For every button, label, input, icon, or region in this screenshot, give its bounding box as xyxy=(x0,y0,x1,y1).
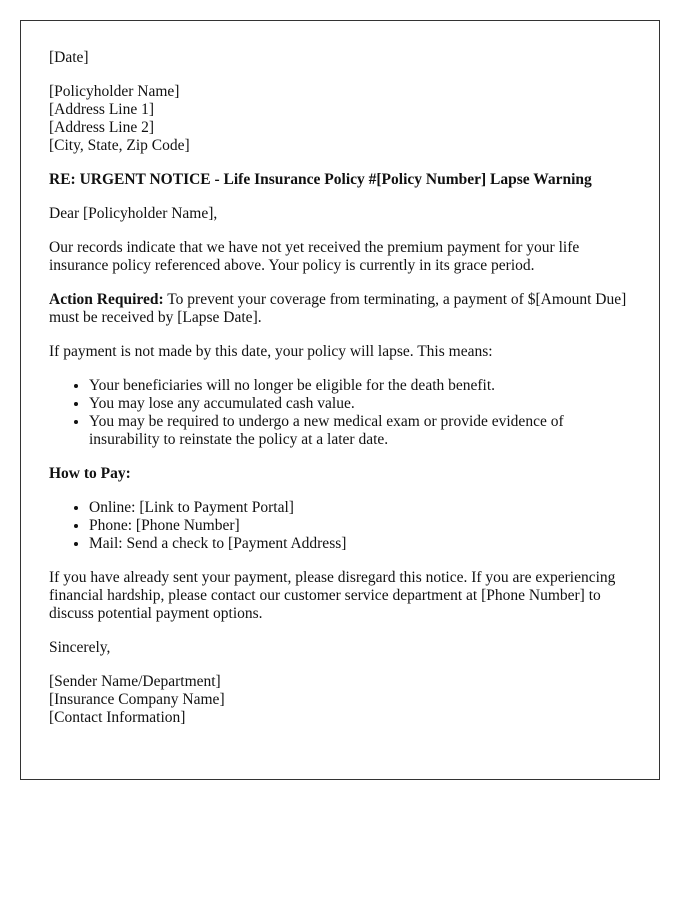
intro-paragraph: Our records indicate that we have not yet received the premium payment for your life insurance policy referenced above. Your policy is currently in its grace period. xyxy=(49,239,580,274)
how-to-pay-label: How to Pay: xyxy=(49,465,131,482)
signature-block xyxy=(49,673,631,727)
contact-info: [Contact Information] xyxy=(49,709,186,726)
closing-paragraph: If you have already sent your payment, please disregard this notice. If you are experiencing financial hardship, please contact our customer service department at [Phone Number] to discuss potential payment options. xyxy=(49,569,616,622)
sign-off: Sincerely, xyxy=(49,639,111,656)
action-required-label: Action Required: xyxy=(49,291,164,308)
payment-method-online: • Online: [Link to Payment Portal] xyxy=(89,499,631,517)
payment-method-mail: • Mail: Send a check to [Payment Address] xyxy=(89,535,631,553)
consequences-intro: If payment is not made by this date, your policy will lapse. This means: xyxy=(49,343,493,360)
recipient-name: [Policyholder Name] xyxy=(49,83,180,100)
payment-methods-list xyxy=(49,499,631,553)
city-state-zip: [City, State, Zip Code] xyxy=(49,137,190,154)
list-item: • Your beneficiaries will no longer be eligible for the death benefit. xyxy=(89,377,631,395)
subject-line: RE: URGENT NOTICE - Life Insurance Policy #[Policy Number] Lapse Warning xyxy=(49,171,592,188)
recipient-address xyxy=(49,83,631,155)
sender-name: [Sender Name/Department] xyxy=(49,673,221,690)
address-line-2: [Address Line 2] xyxy=(49,119,155,136)
list-item: • You may be required to undergo a new medical exam or provide evidence of insurability to reinstate the policy at a later date. xyxy=(89,413,631,449)
consequences-list xyxy=(49,377,631,449)
how-to-pay-heading xyxy=(49,465,631,483)
list-item: • You may lose any accumulated cash value. xyxy=(89,395,631,413)
company-name: [Insurance Company Name] xyxy=(49,691,225,708)
action-required-paragraph xyxy=(49,291,631,327)
payment-method-phone: • Phone: [Phone Number] xyxy=(89,517,631,535)
letter-date: [Date] xyxy=(49,49,89,66)
address-line-1: [Address Line 1] xyxy=(49,101,155,118)
action-required-text: To prevent your coverage from terminating, a payment of $[Amount Due] must be received by [Lapse Date]. xyxy=(49,291,627,326)
letter-page xyxy=(20,20,660,780)
salutation: Dear [Policyholder Name], xyxy=(49,205,218,222)
